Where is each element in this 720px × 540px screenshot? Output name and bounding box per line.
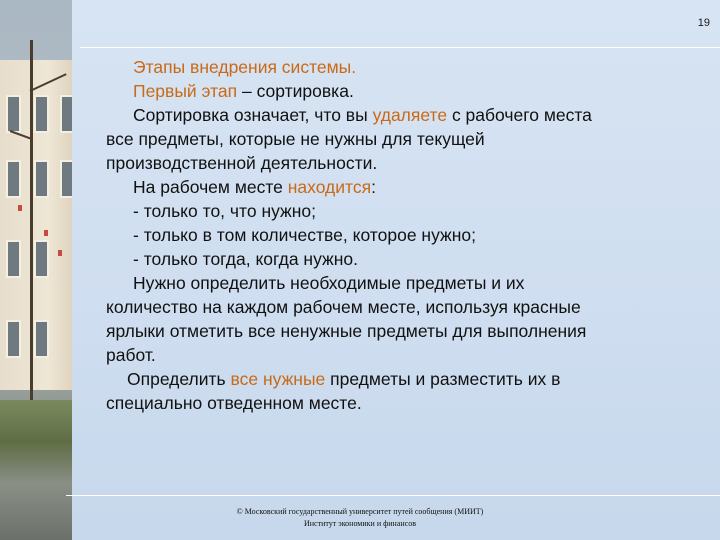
flag-decoration (58, 250, 62, 256)
workplace-line (106, 175, 686, 199)
stage-label: Первый этап (133, 81, 238, 101)
paragraph-sorting-line3: производственной деятельности. (106, 153, 378, 173)
paragraph-define-line2: количество на каждом рабочем месте, используя красные (106, 297, 581, 317)
text-span: Определить (127, 369, 231, 389)
building-window (6, 95, 21, 133)
footer-copyright: © Московский государственный университет путей сообщения (МИИТ) (236, 507, 484, 516)
paragraph-define-line3: ярлыки отметить все ненужные предметы для выполнения (106, 321, 587, 341)
highlight-remove: удаляете (372, 105, 448, 125)
building-window (34, 320, 49, 358)
text-span: : (371, 177, 376, 197)
paragraph-place-line1 (106, 367, 686, 391)
text-span: Сортировка означает, что вы (133, 105, 373, 125)
building-window (6, 240, 21, 278)
paragraph-sorting-line2: все предметы, которые не нужны для текущей (106, 129, 485, 149)
stage-line (106, 79, 686, 103)
stage-text: – сортировка. (237, 81, 354, 101)
top-divider (80, 47, 720, 48)
footer-institute: Институт экономики и финансов (303, 519, 416, 528)
background-photo (0, 0, 80, 540)
list-item: - только тогда, когда нужно. (133, 249, 359, 269)
footer (190, 506, 530, 530)
list-item: - только в том количестве, которое нужно; (133, 225, 476, 245)
text-span: На рабочем месте (133, 177, 288, 197)
ground (0, 400, 80, 540)
flag-decoration (18, 205, 22, 211)
paragraph-sorting-line1 (106, 103, 686, 127)
slide-body (106, 55, 686, 415)
highlight-all-needed: все нужные (230, 369, 326, 389)
flag-decoration (44, 230, 48, 236)
title-text: Этапы внедрения системы. (133, 57, 357, 77)
building-window (6, 160, 21, 198)
building-window (34, 160, 49, 198)
highlight-located: находится (287, 177, 372, 197)
list-item: - только то, что нужно; (133, 201, 317, 221)
paragraph-define-line1: Нужно определить необходимые предметы и их (133, 273, 525, 293)
text-span: с рабочего места (447, 105, 592, 125)
text-span: предметы и разместить их в (325, 369, 561, 389)
building-window (34, 240, 49, 278)
building-window (6, 320, 21, 358)
paragraph-place-line2: специально отведенном месте. (106, 393, 362, 413)
paragraph-define-line4: работ. (106, 345, 156, 365)
slide-title (106, 55, 686, 79)
bottom-divider (66, 495, 720, 496)
page-number: 19 (697, 17, 710, 29)
building-window (34, 95, 49, 133)
